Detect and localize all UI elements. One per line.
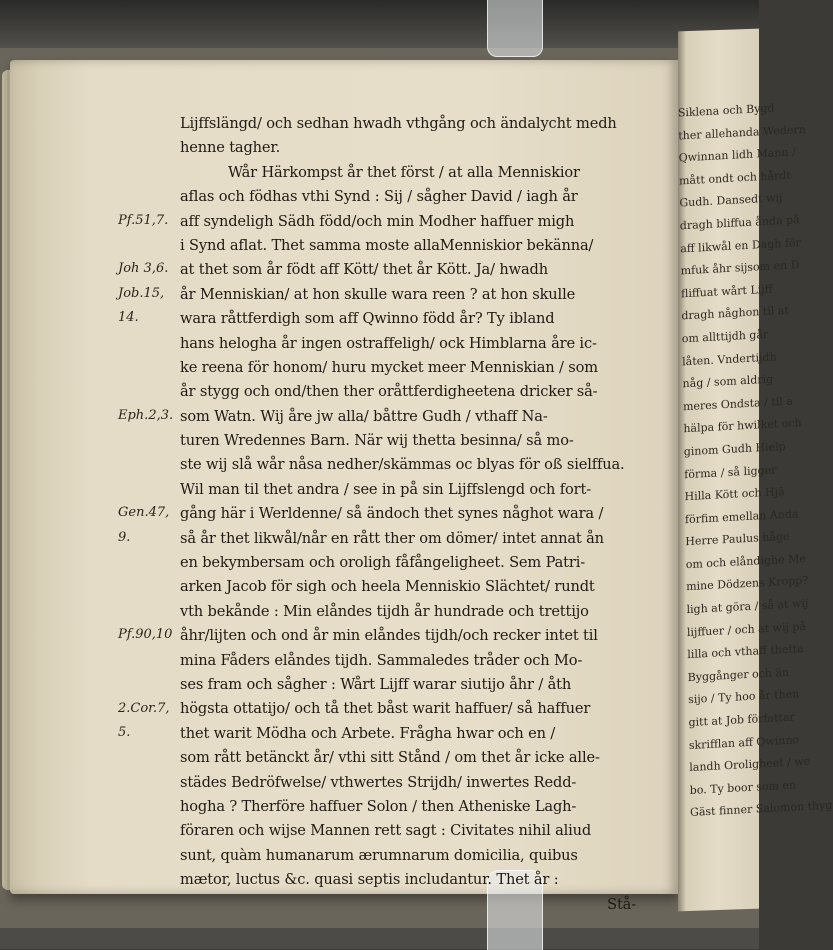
- text-line: aflas och födhas vthi Synd : Sij / sågher David / iagh år: [180, 188, 578, 206]
- text-line: arken Jacob för sigh och heela Menniskio Slächtet/ rundt: [180, 578, 595, 596]
- margin-reference: Joh 3,6.: [118, 261, 169, 277]
- text-line: Wår Härkompst år thet först / at alla Menniskior: [228, 163, 580, 181]
- text-line: vth bekånde : Min elåndes tijdh år hundrade och trettijo: [180, 602, 589, 620]
- text-line: åhr/lijten och ond år min elåndes tijdh/och recker intet til: [180, 627, 598, 645]
- right-text-line: ther allehanda Wedern: [678, 122, 806, 143]
- right-text-line: sijo / Ty hoo år then: [688, 687, 800, 707]
- text-line: Stå-: [607, 895, 636, 913]
- right-text-line: låten. Vndertijdh: [682, 349, 777, 368]
- right-text-line: Siklena och Bygd: [677, 101, 775, 120]
- text-line: thet warit Mödha och Arbete. Frågha hwar och en /: [180, 724, 556, 742]
- right-text-line: aff likwål en Dagh för: [680, 235, 801, 255]
- right-text-line: skrifflan aff Qwinno: [688, 732, 800, 752]
- text-line: at thet som år födt aff Kött/ thet år Kött. Ja/ hwadh: [180, 261, 548, 279]
- margin-reference: 14.: [118, 310, 139, 326]
- text-line: en bekymbersam och oroligh fåfångeligheet. Sem Patri-: [180, 554, 586, 572]
- text-line: aff syndeligh Sädh född/och min Modher haffuer migh: [180, 212, 575, 230]
- text-line: ses fram och sågher : Wårt Lijff warar siutijo åhr / åth: [180, 675, 572, 693]
- right-text-line: lilla och vthaff thetta: [687, 642, 804, 662]
- text-line: i Synd aflat. Thet samma moste allaMenniskior bekänna/: [180, 236, 594, 254]
- margin-reference: Eph.2,3.: [118, 407, 174, 423]
- right-text-line: om och elåndighe Me: [685, 551, 806, 572]
- text-line: henne tagher.: [180, 139, 281, 157]
- margin-reference: Pf.51,7.: [118, 212, 169, 228]
- text-line: gång här i Werldenne/ så ändoch thet synes någhot wara /: [180, 505, 604, 523]
- right-text-line: meres Ondsta / til a: [682, 394, 793, 414]
- text-line: år Menniskian/ at hon skulle wara reen ? at hon skulle: [180, 285, 576, 303]
- text-line: år stygg och ond/then ther oråttferdigheetena dricker så-: [180, 383, 598, 401]
- right-text-line: Herre Paulus håge: [685, 530, 790, 549]
- right-text-line: bo. Ty boor som en: [689, 778, 797, 797]
- text-line: städes Bedröfwelse/ vthwertes Strijdh/ inwertes Redd-: [180, 773, 577, 791]
- text-line: Lijffslängd/ och sedhan hwadh vthgång och ändalycht medh: [180, 115, 617, 132]
- text-line: ste wij slå wår nåsa nedher/skämmas oc blyas för oß sielffua.: [180, 456, 625, 474]
- text-line: Wil man til thet andra / see in på sin Lijffslengd och fort-: [180, 480, 591, 498]
- margin-reference: 5.: [118, 725, 131, 740]
- main-text: [180, 112, 640, 917]
- margin-reference: Job.15,: [118, 285, 165, 301]
- right-text-line: Gudh. Dansedt wij: [679, 191, 783, 210]
- right-text-line: mfuk åhr sijsom en D: [680, 258, 800, 278]
- margin-reference: Pf.90,10: [118, 627, 173, 643]
- right-text-line: landh Oroligheet / we: [689, 754, 811, 775]
- text-line: hans helogha år ingen ostraffeligh/ ock Himblarna åre ic-: [180, 334, 597, 352]
- margin-reference: Gen.47,: [118, 505, 170, 521]
- right-text-line: dragh någhon til at: [681, 304, 789, 323]
- right-text-line: fliffuat wårt Lijff: [680, 282, 773, 301]
- text-line: som Watn. Wij åre jw alla/ båttre Gudh / vthaff Na-: [180, 407, 548, 425]
- right-text-line: Byggånger och än: [687, 665, 790, 684]
- right-text-line: någ / som aldrig: [682, 372, 774, 391]
- right-text-line: förfim emellan Anda: [684, 506, 799, 526]
- right-text-line: hälpa för hwilket och: [683, 416, 802, 436]
- right-text-line: ginom Gudh Hielp: [683, 439, 786, 459]
- margin-reference: 2.Cor.7,: [118, 700, 170, 716]
- right-page: [677, 29, 833, 912]
- right-text-line: dragh bliffua ånda på: [679, 213, 800, 233]
- text-line: mina Fåders elåndes tijdh. Sammaledes tråder och Mo-: [180, 651, 583, 669]
- text-line: mætor, luctus &c. quasi septis includantur. Thet år :: [180, 871, 559, 889]
- right-text-line: Gäst finner Salomon thyg: [689, 798, 833, 820]
- right-text-line: ligh at göra / så at wij: [686, 596, 809, 617]
- right-text-line: Qwinnan lidh Mann /: [678, 145, 796, 165]
- right-text-line: förma / så ligger: [684, 462, 777, 481]
- right-page-text: [677, 96, 833, 825]
- text-line: högsta ottatijo/ och tå thet båst warit haffuer/ så haffuer: [180, 700, 591, 718]
- margin-reference: 9.: [118, 529, 131, 545]
- text-line: föraren och wijse Mannen rett sagt : Civitates nihil aliud: [180, 822, 592, 840]
- text-line: hogha ? Therföre haffuer Solon / then Atheniske Lagh-: [180, 797, 577, 815]
- text-line: ke reena för honom/ huru mycket meer Menniskian / som: [180, 358, 598, 376]
- text-line: som rått betänckt år/ vthi sitt Stånd / om thet år icke alle-: [180, 749, 600, 767]
- right-text-line: mått ondt och hårdt: [678, 168, 791, 188]
- right-text-line: mine Dödzens Kropp?: [686, 574, 809, 594]
- text-line: sunt, quàm humanarum ærumnarum domicilia, quibus: [180, 846, 578, 864]
- right-text-line: Hilla Kött och Hjä: [684, 485, 785, 504]
- text-line: wara råttferdigh som aff Qwinno född år? Ty ibland: [180, 310, 555, 328]
- right-text-line: gitt at Job författar: [688, 710, 795, 730]
- right-text-line: lijffuer / och at wij på: [686, 619, 807, 639]
- right-text-line: om allttijdh går: [681, 327, 769, 346]
- clip-top: [487, 0, 543, 57]
- text-line: turen Wredennes Barn. När wij thetta besinna/ så mo-: [180, 432, 574, 450]
- text-line: så år thet likwål/når en rått ther om dömer/ intet annat ån: [180, 529, 604, 547]
